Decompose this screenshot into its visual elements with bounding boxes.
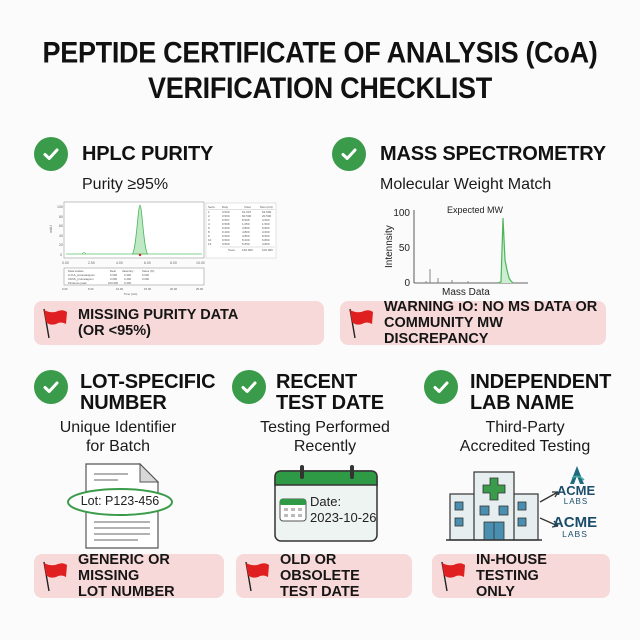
- section-subtitle-test-date: Testing Performed Recently: [260, 419, 390, 455]
- red-flag-icon: [242, 559, 272, 593]
- section-subtitle-lot-number: Unique Identifier for Batch: [59, 419, 177, 455]
- svg-text:2.50: 2.50: [88, 261, 95, 265]
- svg-text:60.500: 60.500: [242, 214, 252, 218]
- svg-text:Daty: Daty: [222, 205, 229, 209]
- hplc-chromatogram-chart: [32, 197, 322, 297]
- svg-text:6.800: 6.800: [262, 238, 270, 242]
- svg-text:0.000: 0.000: [110, 273, 117, 277]
- svg-text:0.400: 0.400: [222, 230, 230, 234]
- svg-text:15.00: 15.00: [144, 287, 151, 291]
- check-circle-icon: [34, 137, 68, 171]
- svg-text:50: 50: [398, 243, 410, 254]
- lot-number-label: Lot: P123-456: [80, 494, 160, 508]
- red-flag-icon: [40, 559, 70, 593]
- svg-text:4.800: 4.800: [242, 234, 250, 238]
- svg-text:160.000: 160.000: [242, 248, 253, 252]
- section-subtitle-hplc: Purity ≥95%: [82, 176, 169, 193]
- svg-text:0.600: 0.600: [222, 226, 230, 230]
- svg-text:8.500: 8.500: [262, 234, 270, 238]
- section-subtitle-mass-spec: Molecular Weight Match: [380, 176, 552, 193]
- svg-text:0: 0: [404, 278, 410, 289]
- svg-text:4.600: 4.600: [262, 230, 270, 234]
- svg-text:0.430: 0.430: [124, 273, 131, 277]
- svg-text:0.507: 0.507: [222, 218, 230, 222]
- svg-text:0.500: 0.500: [222, 242, 230, 246]
- svg-text:8.505: 8.505: [242, 218, 250, 222]
- svg-text:5.00: 5.00: [88, 287, 94, 291]
- warning-in-house-testing: IN-HOUSE TESTING ONLY: [432, 554, 610, 598]
- svg-text:0.00: 0.00: [62, 261, 69, 265]
- svg-text:3: 3: [208, 218, 210, 222]
- section-heading-lot-number: LOT-SPECIFIC NUMBER: [80, 371, 216, 414]
- check-circle-icon: [332, 137, 366, 171]
- svg-text:0.500: 0.500: [222, 238, 230, 242]
- svg-text:Msu (tntt): Msu (tntt): [260, 205, 273, 209]
- test-date-label: Date: 2023-10-26: [310, 494, 377, 525]
- svg-text:100.000: 100.000: [262, 248, 273, 252]
- svg-text:Expected MW: Expected MW: [447, 205, 504, 215]
- lab-logo-1: ACME LABS: [556, 483, 596, 506]
- section-heading-test-date: RECENT TEST DATE: [276, 371, 384, 414]
- svg-text:100: 100: [57, 205, 63, 209]
- svg-text:6.00: 6.00: [144, 261, 151, 265]
- svg-text:Tows: Tows: [228, 248, 235, 252]
- svg-text:5.650: 5.650: [242, 242, 250, 246]
- svg-text:25.00: 25.00: [196, 287, 203, 291]
- lab-logo-2: ACME LABS: [552, 514, 598, 539]
- red-flag-icon: [40, 306, 70, 340]
- mass-spectrum-chart: [380, 200, 540, 300]
- svg-text:1.500: 1.500: [262, 222, 270, 226]
- svg-text:3.800: 3.800: [262, 242, 270, 246]
- red-flag-icon: [346, 306, 376, 340]
- svg-text:100.000: 100.000: [108, 281, 119, 285]
- svg-text:10: 10: [208, 238, 212, 242]
- svg-text:9: 9: [208, 234, 210, 238]
- svg-text:0.568: 0.568: [222, 222, 230, 226]
- svg-text:0.600: 0.600: [142, 277, 149, 281]
- page-title: PEPTIDE CERTIFICATE OF ANALYSIS (CoA) VERIFICATION CHECKLIST: [42, 36, 598, 105]
- section-subtitle-independent-lab: Third-Party Accredited Testing: [459, 419, 591, 455]
- svg-text:0.500: 0.500: [222, 210, 230, 214]
- svg-text:10.00: 10.00: [196, 261, 205, 265]
- svg-text:80: 80: [59, 215, 63, 219]
- svg-text:6: 6: [208, 226, 210, 230]
- svg-text:0.400: 0.400: [124, 281, 131, 285]
- check-circle-icon: [232, 370, 266, 404]
- svg-text:0.000: 0.000: [110, 277, 117, 281]
- svg-text:Real: Real: [110, 269, 116, 273]
- svg-text:Intennsity: Intennsity: [384, 225, 395, 268]
- svg-text:8.00: 8.00: [170, 261, 177, 265]
- svg-text:4.800: 4.800: [242, 230, 250, 234]
- svg-text:60: 60: [59, 224, 63, 228]
- svg-text:Data studies: Data studies: [68, 269, 84, 273]
- svg-text:Time (min): Time (min): [124, 292, 138, 296]
- svg-text:Mass Data: Mass Data: [442, 287, 490, 298]
- svg-text:1.050: 1.050: [242, 222, 250, 226]
- svg-text:0.400: 0.400: [124, 277, 131, 281]
- svg-text:5.800: 5.800: [262, 226, 270, 230]
- svg-text:8: 8: [208, 230, 210, 234]
- section-heading-independent-lab: INDEPENDENT LAB NAME: [470, 371, 612, 414]
- svg-text:4.800: 4.800: [242, 226, 250, 230]
- svg-text:20.00: 20.00: [170, 287, 177, 291]
- red-flag-icon: [438, 559, 468, 593]
- section-heading-mass-spec: MASS SPECTROMETRY: [380, 143, 606, 165]
- svg-text:10.00: 10.00: [116, 287, 123, 291]
- warning-old-test-date: OLD OR OBSOLETE TEST DATE: [236, 554, 412, 598]
- svg-text:20: 20: [59, 243, 63, 247]
- svg-text:Seris: Seris: [208, 205, 215, 209]
- svg-text:CDSS_protostagonn: CDSS_protostagonn: [68, 277, 94, 281]
- svg-text:0.000: 0.000: [142, 273, 149, 277]
- svg-text:Setes (%): Setes (%): [142, 269, 155, 273]
- svg-text:62.500: 62.500: [262, 210, 272, 214]
- svg-text:61.607: 61.607: [242, 210, 252, 214]
- svg-text:8.200: 8.200: [242, 238, 250, 242]
- svg-text:20.500: 20.500: [262, 214, 272, 218]
- svg-text:2: 2: [208, 214, 210, 218]
- svg-text:0.500: 0.500: [222, 214, 230, 218]
- check-circle-icon: [424, 370, 458, 404]
- svg-text:4: 4: [208, 222, 210, 226]
- svg-text:0.500: 0.500: [222, 234, 230, 238]
- svg-text:1: 1: [208, 210, 210, 214]
- svg-text:4.500: 4.500: [262, 218, 270, 222]
- svg-text:0.00: 0.00: [62, 287, 68, 291]
- svg-text:Vatentiny: Vatentiny: [122, 269, 134, 273]
- svg-text:4.00: 4.00: [116, 261, 123, 265]
- svg-text:13: 13: [208, 242, 212, 246]
- svg-text:40: 40: [59, 234, 63, 238]
- warning-no-ms-data: WARNING ıO: NO MS DATA OR COMMUNITY MW DISCREPANCY: [340, 301, 606, 345]
- svg-text:Pindence peak: Pindence peak: [68, 281, 87, 285]
- svg-text:mAU: mAU: [49, 225, 53, 233]
- warning-missing-purity: MISSING PURITY DATA (OR <95%): [34, 301, 324, 345]
- svg-text:100: 100: [393, 208, 410, 219]
- svg-text:0: 0: [60, 253, 62, 257]
- warning-generic-lot: GENERIC OR MISSING LOT NUMBER: [34, 554, 224, 598]
- svg-text:Vtsel: Vtsel: [244, 205, 251, 209]
- section-heading-hplc: HPLC PURITY: [82, 143, 214, 165]
- check-circle-icon: [34, 370, 68, 404]
- svg-text:LUCA_protestangoes: LUCA_protestangoes: [68, 273, 95, 277]
